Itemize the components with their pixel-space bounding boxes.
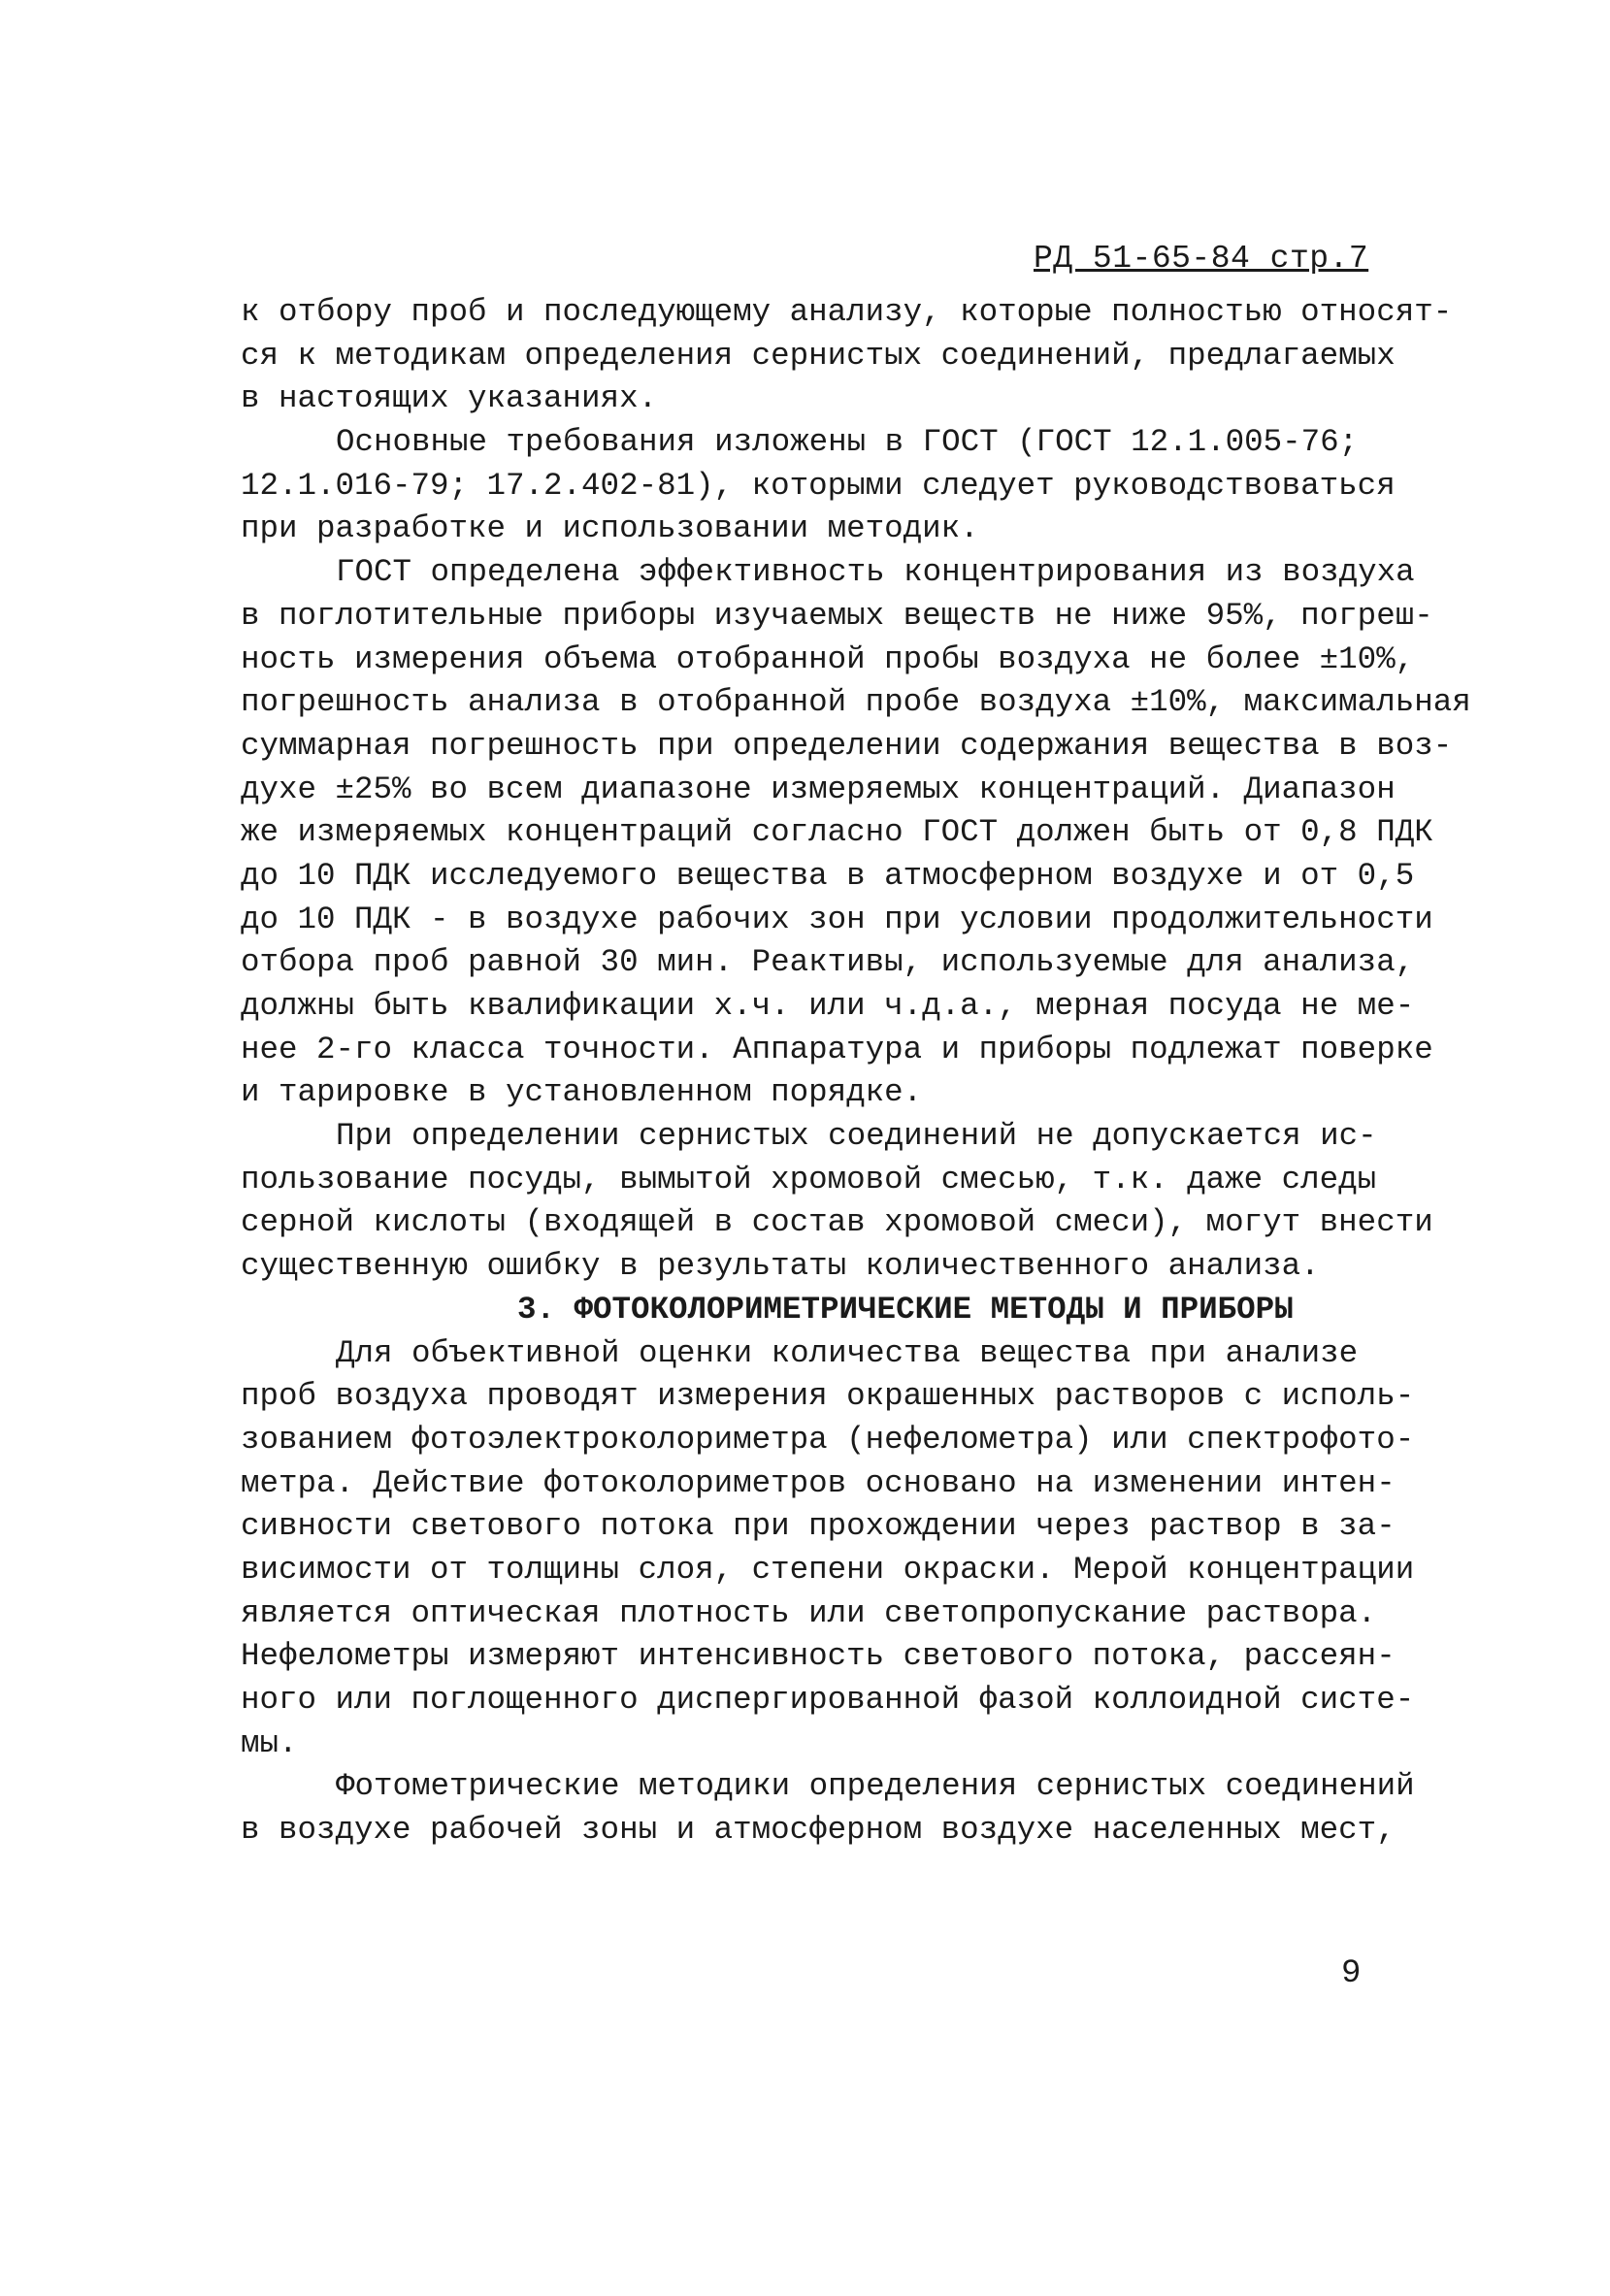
text-line: должны быть квалификации х.ч. или ч.д.а., мерная посуда не ме- (241, 988, 1415, 1024)
text-line: Для объективной оценки количества вещества при анализе (336, 1334, 1359, 1371)
text-line: Основные требования изложены в ГОСТ (ГОСТ 12.1.005-76; (336, 424, 1359, 461)
text-line: серной кислоты (входящей в состав хромовой смеси), могут внести (241, 1204, 1433, 1241)
text-line: является оптическая плотность или светопропускание раствора. (241, 1594, 1377, 1631)
text-line: отбора проб равной 30 мин. Реактивы, используемые для анализа, (241, 944, 1415, 981)
paragraph-block-intro (241, 291, 1471, 1289)
text-line: проб воздуха проводят измерения окрашенных растворов с исполь- (241, 1378, 1415, 1415)
text-line: Фотометрические методики определения сернистых соединений (336, 1768, 1415, 1805)
body-text (241, 291, 1471, 1853)
text-line: При определении сернистых соединений не допускается ис- (336, 1118, 1377, 1155)
text-line: ного или поглощенного диспергированной фазой коллоидной систе- (241, 1682, 1415, 1718)
text-line: 12.1.016-79; 17.2.402-81), которыми следует руководствоваться (241, 467, 1396, 504)
text-line: пользование посуды, вымытой хромовой смесью, т.к. даже следы (241, 1161, 1377, 1197)
text-line: при разработке и использовании методик. (241, 510, 979, 547)
text-line: в настоящих указаниях. (241, 380, 658, 417)
text-line: зованием фотоэлектроколориметра (нефелометра) или спектрофото- (241, 1421, 1415, 1458)
page-number: 9 (1341, 1955, 1362, 1992)
text-line: же измеряемых концентраций согласно ГОСТ должен быть от 0,8 ПДК (241, 814, 1433, 851)
text-line: существенную ошибку в результаты количественного анализа. (241, 1248, 1320, 1285)
document-reference: РД 51-65-84 стр.7 (1034, 241, 1369, 277)
text-line: в поглотительные приборы изучаемых веществ не ниже 95%, погреш- (241, 597, 1433, 634)
text-line: нее 2-го класса точности. Аппаратура и приборы подлежат поверке (241, 1031, 1433, 1067)
text-line: сивности светового потока при прохождении через раствор в за- (241, 1508, 1396, 1545)
text-line: Нефелометры измеряют интенсивность светового потока, рассеян- (241, 1638, 1396, 1675)
text-line: до 10 ПДК - в воздухе рабочих зон при условии продолжительности (241, 901, 1433, 937)
text-line: суммарная погрешность при определении содержания вещества в воз- (241, 727, 1453, 764)
text-line: ся к методикам определения сернистых соединений, предлагаемых (241, 337, 1396, 374)
text-line: к отбору проб и последующему анализу, которые полностью относят- (241, 294, 1453, 330)
text-line: мы. (241, 1724, 298, 1761)
text-line: до 10 ПДК исследуемого вещества в атмосферном воздухе и от 0,5 (241, 857, 1415, 894)
text-line: духе ±25% во всем диапазоне измеряемых концентраций. Диапазон (241, 771, 1396, 807)
text-line: ГОСТ определена эффективность концентрирования из воздуха (336, 554, 1415, 591)
text-line: ность измерения объема отобранной пробы воздуха не более ±10%, (241, 640, 1415, 677)
text-line: погрешность анализа в отобранной пробе воздуха ±10%, максимальная (241, 684, 1471, 721)
text-line: метра. Действие фотоколориметров основано на изменении интен- (241, 1464, 1396, 1501)
paragraph-block-section-3 (241, 1332, 1415, 1853)
section-heading: 3. ФОТОКОЛОРИМЕТРИЧЕСКИЕ МЕТОДЫ И ПРИБОРЫ (517, 1291, 1294, 1328)
text-line: и тарировке в установленном порядке. (241, 1074, 923, 1111)
text-line: висимости от толщины слоя, степени окраски. Мерой концентрации (241, 1551, 1415, 1588)
text-line: в воздухе рабочей зоны и атмосферном воздухе населенных мест, (241, 1812, 1396, 1849)
